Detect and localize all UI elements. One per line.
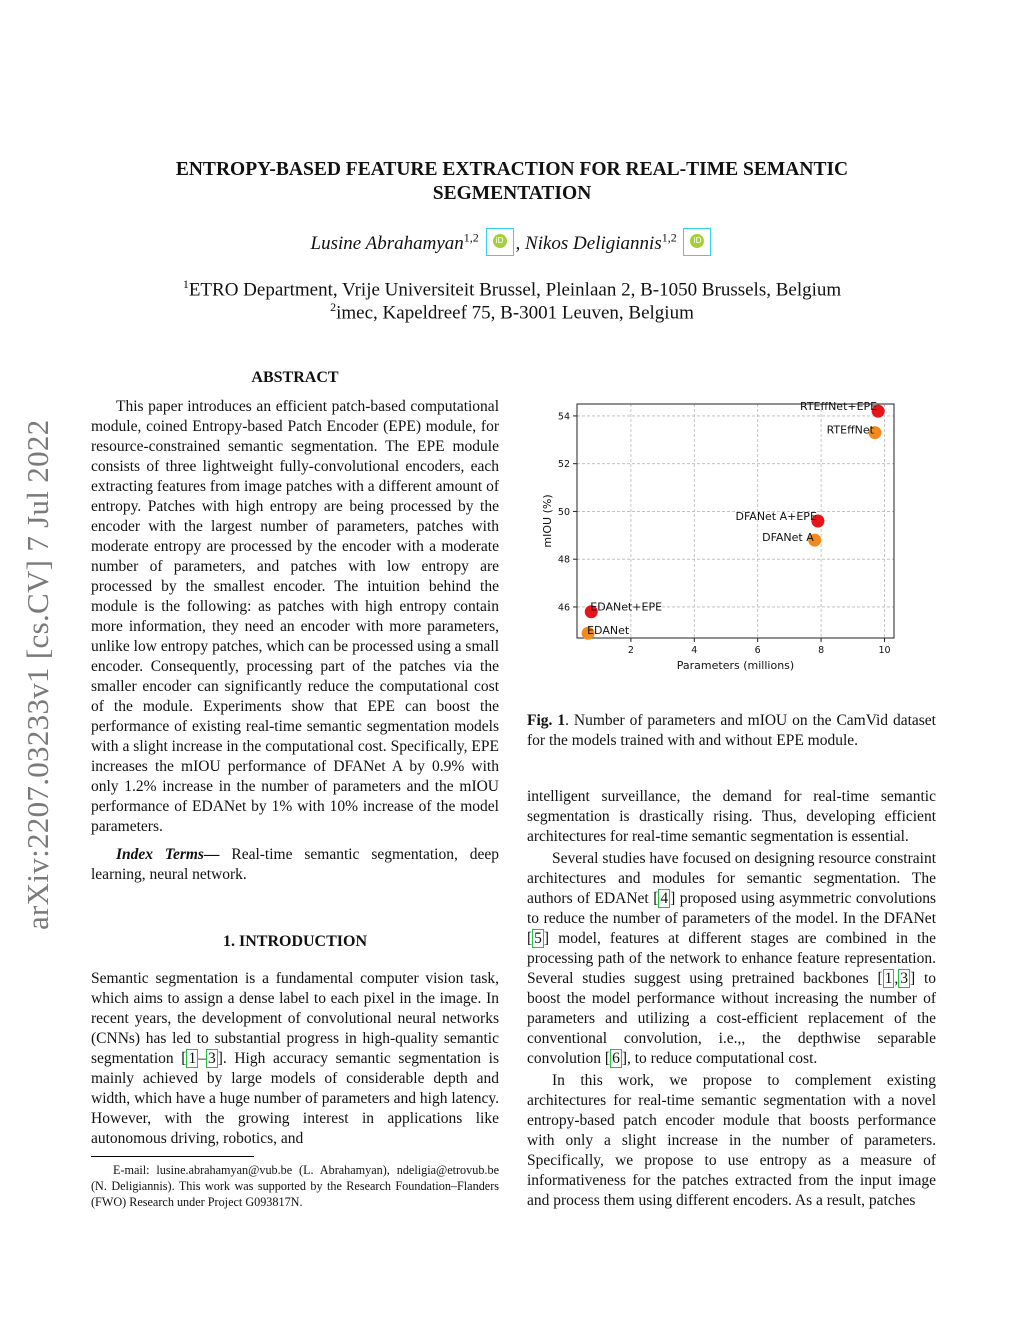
data-point-label: EDANet: [587, 624, 630, 638]
data-point-label: DFANet A: [762, 531, 814, 545]
x-axis-label: Parameters (millions): [676, 659, 795, 672]
citation-link[interactable]: 5: [534, 930, 542, 947]
intro-right-column: [527, 787, 936, 1211]
paper-title: [100, 158, 924, 206]
index-terms: [91, 845, 499, 885]
x-tick-label: 10: [878, 645, 891, 656]
data-point-label: RTEffNet+EPE: [799, 400, 878, 414]
x-tick-label: 4: [691, 645, 698, 656]
index-terms-text: Real-time semantic segmentation, deep learning, neural network.: [91, 846, 499, 883]
footnote: E-mail: lusine.abrahamyan@vub.be (L. Abrahamyan), ndeligia@etrovub.be (N. Deligiannis). This work was supported by the Research Foundation–Flanders (FWO) Research under Project G093817N.: [91, 1163, 499, 1209]
x-tick-label: 2: [627, 645, 634, 656]
intro-p2-text-e: ], to reduce computational cost.: [621, 1050, 818, 1067]
author-affil-marks-2: 1,2: [661, 230, 677, 245]
title-line-2: SEGMENTATION: [432, 183, 592, 204]
arxiv-identifier-stamp: arXiv:2207.03233v1 [cs.CV] 7 Jul 2022: [20, 419, 55, 930]
affiliation-2: [100, 300, 924, 324]
y-tick-label: 50: [557, 506, 570, 518]
data-point-label: EDANet+EPE: [590, 600, 663, 614]
citation-link[interactable]: 3: [207, 1050, 216, 1067]
intro-paragraph-1-continued: intelligent surveillance, the demand for real-time semantic segmentation is drastically rising. Thus, developing efficient architectures for real-time semantic segmentation is essential.: [527, 788, 936, 845]
figure-caption-label: Fig. 1: [527, 712, 566, 729]
intro-p2-text-c: ] model, features at different stages are combined in the processing path of the network to enhance feature representation. Several studies suggest using pretrained backbones [: [527, 930, 936, 987]
data-point-label: RTEffNet: [826, 423, 874, 437]
intro-p1-text-a: Semantic segmentation is a fundamental computer vision task, which aims to assign a dense label to each pixel in the image. In recent years, the development of convolutional neural networks (CNNs) has led to substantial progress in high-quality semantic segmentation [: [91, 970, 499, 1067]
intro-p2-text-d: ] to boost the model performance without increasing the number of parameters and utilizing a cost-efficient replacement of the conventional convolution, i.e.,, the depthwise separable convolution [: [527, 970, 937, 1067]
affiliation-mark-2: 2: [330, 300, 337, 314]
intro-p2-text-b: ] proposed using asymmetric convolutions to reduce the number of parameters of the model. In the DFANet [: [527, 890, 936, 947]
figure-1-caption: [527, 711, 936, 751]
orcid-icon: iD: [493, 234, 507, 248]
affiliation-text-1: ETRO Department, Vrije Universiteit Brussel, Pleinlaan 2, B-1050 Brussels, Belgium: [188, 279, 842, 301]
y-tick-label: 54: [557, 411, 570, 423]
x-tick-label: 8: [818, 645, 825, 656]
footnote-rule: [91, 1156, 254, 1157]
author-name-1: Lusine Abrahamyan: [310, 233, 464, 254]
title-line-1: ENTROPY-BASED FEATURE EXTRACTION FOR REAL-TIME SEMANTIC: [175, 159, 849, 180]
orcid-link-2[interactable]: [683, 228, 711, 256]
intro-p2-text-a: Several studies have focused on designing resource constraint architectures and modules for semantic segmentation. The authors of EDANet [: [527, 850, 936, 907]
author-affil-marks-1: 1,2: [463, 230, 479, 245]
introduction-heading: 1. INTRODUCTION: [222, 933, 367, 950]
affiliation-mark-1: 1: [182, 277, 189, 291]
y-tick-label: 48: [557, 554, 570, 566]
citation-link[interactable]: 4: [660, 890, 669, 907]
y-tick-label: 52: [557, 459, 570, 471]
citation-link[interactable]: 1: [188, 1050, 197, 1067]
data-point-label: DFANet A+EPE: [735, 510, 817, 523]
affiliation-text-2: imec, Kapeldreef 75, B-3001 Leuven, Belgium: [336, 302, 694, 324]
abstract-text: This paper introduces an efficient patch-based computational module, coined Entropy-based Patch Encoder (EPE) module, for resource-constrained semantic segmentation. The EPE module consists of three lightweight fully-convolutional encoders, each extracting features from image patches with a different amount of entropy. Patches with high entropy are being processed by the encoder with the largest number of parameters, patches with moderate entropy are processed by the encoder with a moderate number of parameters, and patches with low entropy are processed by the smallest encoder. The intuition behind the module is the following: as patches with high entropy contain more information, they need an encoder with more parameters, unlike low entropy patches, which can be processed using a small encoder. Consequently, processing part of the patches via the smaller encoder can significantly reduce the computational cost of the module. Experiments show that EPE can boost the performance of existing real-time semantic segmentation models with a slight increase in the computational cost. Specifically, EPE increases the mIOU performance of DFANet A by 0.9% with only 1.2% increase in the number of parameters and the mIOU performance of EDANet by 1% with 10% increase of the model parameters.: [91, 398, 499, 835]
abstract-body: [91, 397, 499, 885]
orcid-icon: iD: [690, 234, 704, 248]
figure-caption-text: . Number of parameters and mIOU on the CamVid dataset for the models trained with and without EPE module.: [527, 712, 936, 749]
intro-paragraph-3: In this work, we propose to complement existing architectures for real-time semantic segmentation with a novel entropy-based patch encoder module that boosts performance with only a slight increase in the number of parameters. Specifically, we propose to use entropy as a measure of informativeness for the patches extracted from the input image and process them using different encoders. As a result, patches: [527, 1072, 936, 1209]
citation-link[interactable]: 6: [612, 1050, 620, 1067]
x-tick-label: 6: [754, 645, 761, 656]
y-tick-label: 46: [557, 602, 570, 614]
intro-left-column: [91, 969, 499, 1149]
orcid-link-1[interactable]: [486, 228, 514, 256]
abstract-heading: ABSTRACT: [251, 369, 339, 386]
intro-p1-text-b: ]. High accuracy semantic segmentation is mainly achieved by large models of considerable depth and width, which have a huge number of parameters and high latency. However, with the growing interest in applications like autonomous driving, robotics, and: [91, 1050, 499, 1147]
citation-link[interactable]: 1: [884, 970, 893, 987]
intro-p2-comma: ,: [894, 970, 899, 987]
author-name-2: Nikos Deligiannis: [525, 233, 662, 254]
author-list: Lusine Abrahamyan$^{1,2}$ iD , Nikos Deligiannis$^{1,2}$ iD: [100, 228, 924, 256]
intro-p1-dash: –: [198, 1050, 206, 1067]
affiliation-1: [100, 277, 924, 301]
intro-paragraph-1: [91, 969, 499, 1149]
index-terms-label: Index Terms—: [116, 846, 220, 863]
figure-1-chart: [530, 394, 930, 684]
y-axis-label: mIOU (%): [541, 494, 554, 548]
intro-paragraph-2: [527, 849, 936, 1069]
citation-link[interactable]: 3: [900, 970, 909, 987]
scatter-plot: [530, 394, 930, 684]
